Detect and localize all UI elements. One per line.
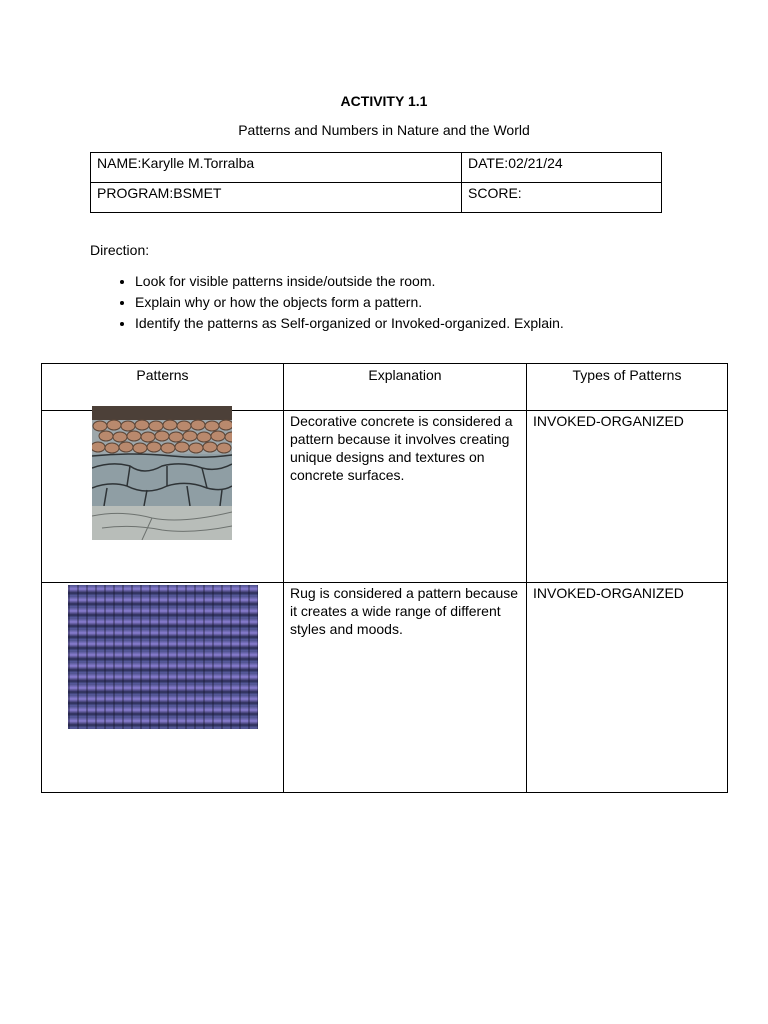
direction-item: • Explain why or how the objects form a pattern.	[135, 292, 564, 313]
page-subtitle: Patterns and Numbers in Nature and the World	[238, 122, 530, 138]
explanation-text: Rug is considered a pattern because it creates a wide range of different styles and moods.	[290, 585, 519, 637]
table-row	[42, 411, 728, 583]
header-patterns: Patterns	[42, 364, 284, 411]
pattern-image-cell	[42, 411, 284, 583]
table-row	[42, 583, 728, 793]
direction-list	[90, 271, 564, 334]
direction-label: Direction:	[90, 242, 150, 258]
rug-photo	[68, 585, 258, 729]
direction-item: • Identify the patterns as Self-organized or Invoked-organized. Explain.	[135, 313, 564, 334]
pattern-type: INVOKED-ORGANIZED	[533, 585, 684, 601]
pattern-image-cell	[42, 583, 284, 793]
patterns-table	[41, 363, 728, 793]
table-header-row	[42, 364, 728, 411]
score-field: SCORE:	[462, 183, 662, 213]
header-types: Types of Patterns	[527, 364, 728, 411]
info-row	[91, 153, 662, 183]
header-explanation: Explanation	[284, 364, 527, 411]
info-row	[91, 183, 662, 213]
pattern-type: INVOKED-ORGANIZED	[533, 413, 684, 429]
decorative-concrete-photo	[92, 406, 232, 540]
direction-item: • Look for visible patterns inside/outside the room.	[135, 271, 564, 292]
student-info-table	[90, 152, 662, 213]
page-title: ACTIVITY 1.1	[340, 93, 428, 109]
program-field: PROGRAM:BSMET	[91, 183, 462, 213]
date-field: DATE:02/21/24	[462, 153, 662, 183]
explanation-text: Decorative concrete is considered a pattern because it involves creating unique designs and textures on concrete surfaces.	[290, 413, 513, 483]
name-field: NAME:Karylle M.Torralba	[91, 153, 462, 183]
